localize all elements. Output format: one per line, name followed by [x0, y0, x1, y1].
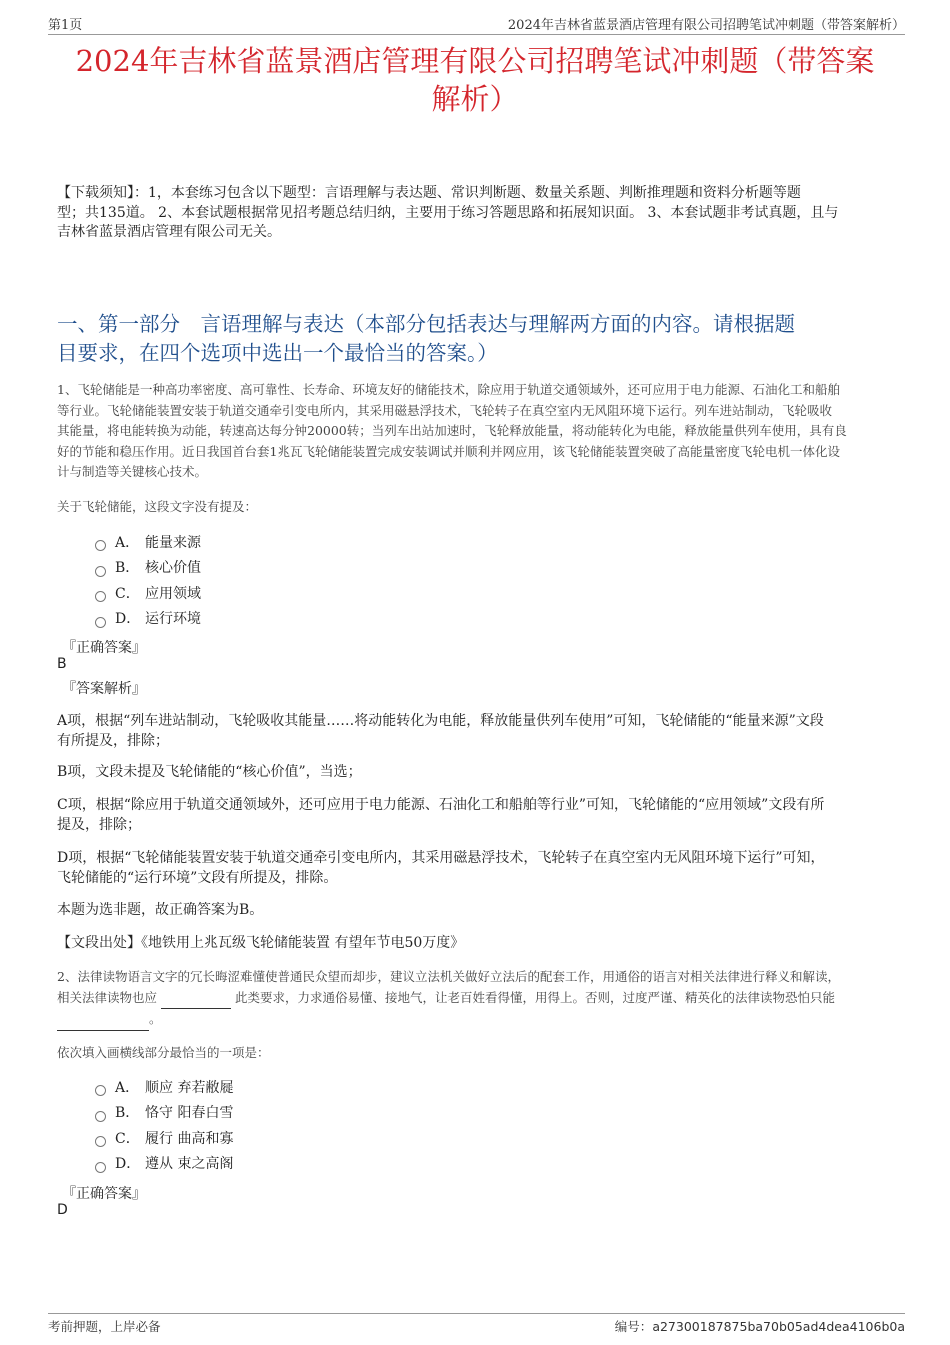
analysis-line: 有所提及，排除；: [57, 732, 169, 749]
footer-code-value: a27300187875ba70b05ad4dea4106b0a: [652, 1319, 905, 1334]
passage-text: 相关法律读物也应: [57, 989, 158, 1005]
analysis-c: [57, 796, 899, 835]
notice-line: 型；共135道。 2、本套试题根据常见招考题总结归纳，主要用于练习答题思路和拓展知识面。 3、本套试题非考试真题，且与: [57, 204, 839, 221]
correct-answer: B: [57, 656, 67, 672]
passage-line: 好的节能和稳压作用。近日我国首台套1兆瓦飞轮储能装置完成安装调试并顺利并网应用，该飞轮储能装置突破了高能量密度飞轮电机一体化设: [57, 443, 840, 459]
radio-icon[interactable]: [95, 1111, 106, 1122]
option-c[interactable]: [95, 1126, 233, 1152]
notice-line: 【下载须知】：1，本套练习包含以下题型：言语理解与表达题、常识判断题、数量关系题、判断推理题和资料分析题等题: [57, 185, 801, 201]
option-letter: B．: [115, 1105, 140, 1122]
title-line-1: 2024年吉林省蓝景酒店管理有限公司招聘笔试冲刺题（带答案: [75, 44, 875, 78]
header-doc-title: 2024年吉林省蓝景酒店管理有限公司招聘笔试冲刺题（带答案解析）: [507, 18, 905, 33]
option-b[interactable]: [95, 1101, 233, 1127]
option-letter: D．: [115, 611, 141, 628]
option-text: 恪守 阳春白雪: [145, 1105, 234, 1122]
option-text: 履行 曲高和寡: [145, 1130, 234, 1147]
correct-answer-label: 『正确答案』: [62, 640, 146, 656]
option-letter: A．: [115, 534, 140, 551]
option-text: 遵从 束之高阁: [145, 1156, 234, 1173]
radio-icon[interactable]: [95, 591, 106, 602]
page-header: [48, 12, 905, 35]
analysis-d: [57, 849, 899, 888]
radio-icon[interactable]: [95, 617, 106, 628]
radio-icon[interactable]: [95, 1136, 106, 1147]
option-text: 核心价值: [145, 560, 201, 577]
passage-line: [57, 988, 899, 1010]
analysis-line: 提及，排除；: [57, 816, 141, 833]
passage-line: 计与制造等关键核心技术。: [57, 464, 208, 479]
question-1-passage: [57, 380, 899, 483]
question-2-passage: [57, 967, 899, 1031]
analysis-line: 飞轮储能的“运行环境”文段有所提及，排除。: [57, 869, 338, 886]
passage-line: 等行业。飞轮储能装置安装于轨道交通牵引变电所内，其采用磁悬浮技术，飞轮转子在真空室内无风阻环境下运行。列车进站制动，飞轮吸收: [57, 402, 833, 418]
radio-icon[interactable]: [95, 566, 106, 577]
option-text: 应用领域: [145, 585, 201, 602]
footer-code-label: 编号：: [614, 1319, 653, 1334]
question-1-prompt: 关于飞轮储能，这段文字没有提及：: [57, 499, 258, 514]
option-d[interactable]: [95, 1152, 233, 1178]
radio-icon[interactable]: [95, 1162, 106, 1173]
analysis-conclusion: 本题为选非题，故正确答案为B。: [57, 902, 264, 918]
option-text: 顺应 弃若敝屣: [145, 1079, 234, 1096]
option-c[interactable]: [95, 581, 201, 607]
passage-text: 。: [149, 1011, 162, 1026]
passage-line: 2、法律读物语言文字的冗长晦涩难懂使普通民众望而却步，建议立法机关做好立法后的配套工作，用通俗的语言对相关法律进行释义和解读，: [57, 969, 840, 984]
download-notice: [57, 184, 899, 243]
section-heading-line: 一、第一部分 言语理解与表达（本部分包括表达与理解两方面的内容。请根据题: [57, 312, 795, 336]
analysis-line: C项，根据“除应用于轨道交通领域外，还可应用于电力能源、石油化工和船舶等行业”可知，飞轮储能的“应用领域”文段有所: [57, 797, 825, 813]
question-2-options: [95, 1075, 233, 1177]
analysis-a: [57, 712, 899, 751]
page-footer: [48, 1313, 905, 1336]
notice-line: 吉林省蓝景酒店管理有限公司无关。: [57, 224, 281, 240]
radio-icon[interactable]: [95, 540, 106, 551]
question-2-prompt: 依次填入画横线部分最恰当的一项是：: [57, 1045, 270, 1060]
option-text: 运行环境: [145, 611, 201, 628]
correct-answer-label: 『正确答案』: [62, 1186, 146, 1202]
option-letter: B．: [115, 560, 140, 577]
option-text: 能量来源: [145, 534, 201, 551]
passage-line: 1、飞轮储能是一种高功率密度、高可靠性、长寿命、环境友好的储能技术，除应用于轨道交通领域外，还可应用于电力能源、石油化工和船舶: [57, 382, 840, 397]
option-letter: A．: [115, 1079, 140, 1096]
fill-blank-2: [57, 1009, 149, 1031]
option-b[interactable]: [95, 556, 201, 582]
footer-slogan: 考前押题，上岸必备: [48, 1319, 161, 1334]
fill-blank-1: [161, 988, 231, 1010]
section-heading-line: 目要求，在四个选项中选出一个最恰当的答案。）: [57, 341, 498, 365]
passage-text: 此类要求，力求通俗易懂、接地气，让老百姓看得懂，用得上。否则，过度严谨、精英化的法律读物恐怕只能: [234, 989, 835, 1005]
option-letter: D．: [115, 1156, 141, 1173]
passage-line: 其能量，将电能转换为动能，转速高达每分钟20000转；当列车出站加速时，飞轮释放能量，将动能转化为电能，释放能量供列车使用，具有良: [57, 423, 847, 438]
passage-source: 【文段出处】《地铁用上兆瓦级飞轮储能装置 有望年节电50万度》: [57, 935, 465, 951]
analysis-line: A项，根据“列车进站制动，飞轮吸收其能量……将动能转化为电能，释放能量供列车使用”可知，飞轮储能的“能量来源”文段: [57, 713, 824, 729]
question-1-options: [95, 530, 201, 632]
option-letter: C．: [115, 585, 140, 602]
page-title: [40, 42, 910, 118]
option-letter: C．: [115, 1130, 140, 1147]
radio-icon[interactable]: [95, 1085, 106, 1096]
analysis-label: 『答案解析』: [62, 681, 146, 697]
analysis-line: D项，根据“飞轮储能装置安装于轨道交通牵引变电所内，其采用磁悬浮技术，飞轮转子在真空室内无风阻环境下运行”可知，: [57, 850, 825, 866]
footer-code: [615, 1317, 905, 1335]
page-number: 第1页: [48, 18, 83, 33]
correct-answer: D: [57, 1202, 68, 1218]
option-a[interactable]: [95, 1075, 233, 1101]
option-d[interactable]: [95, 607, 201, 633]
analysis-b: B项，文段未提及飞轮储能的“核心价值”，当选；: [57, 764, 362, 780]
title-line-2: 解析）: [431, 82, 519, 116]
passage-line: [57, 1009, 899, 1031]
section-heading: [57, 310, 899, 368]
option-a[interactable]: [95, 530, 201, 556]
